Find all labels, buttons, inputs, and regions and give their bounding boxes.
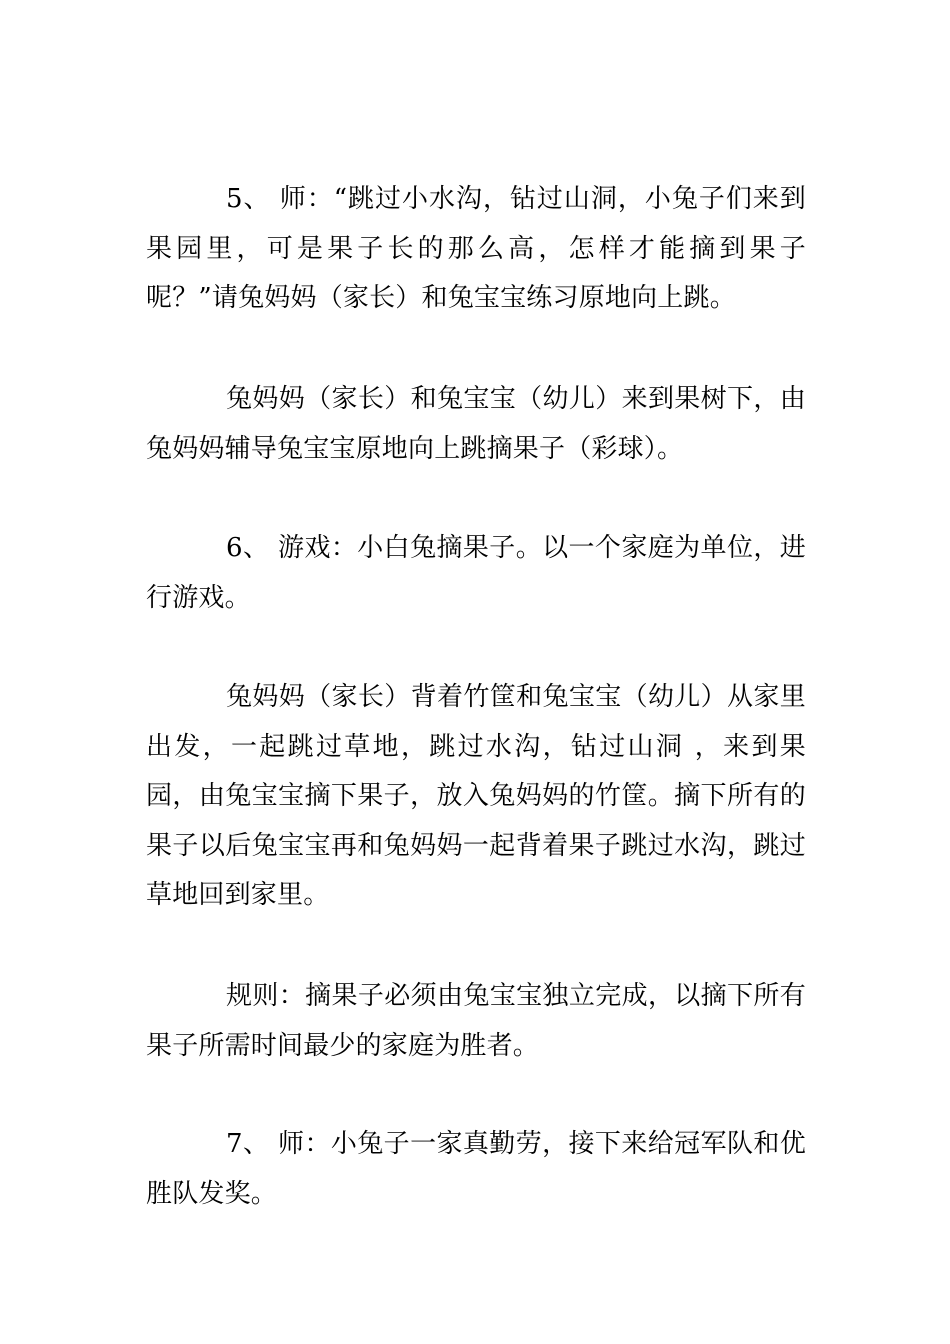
paragraph-step-5: 5、 师：“跳过小水沟，钻过山洞，小兔子们来到果园里，可是果子长的那么高，怎样才能摘到果子呢？”请兔妈妈（家长）和兔宝宝练习原地向上跳。 (146, 184, 806, 313)
paragraph-rules: 规则：摘果子必须由兔宝宝独立完成，以摘下所有果子所需时间最少的家庭为胜者。 (146, 981, 806, 1061)
paragraph-step-6: 6、 游戏：小白兔摘果子。以一个家庭为单位，进行游戏。 (146, 533, 806, 613)
paragraph-step-6-detail: 兔妈妈（家长）背着竹筐和兔宝宝（幼儿）从家里出发，一起跳过草地，跳过水沟，钻过山洞 ，来到果园，由兔宝宝摘下果子，放入兔妈妈的竹筐。摘下所有的果子以后兔宝宝再和兔妈妈一起背着果子跳过水沟，跳过草地回到家里。 (146, 682, 806, 910)
paragraph-step-5-detail: 兔妈妈（家长）和兔宝宝（幼儿）来到果树下，由兔妈妈辅导兔宝宝原地向上跳摘果子（彩球）。 (146, 384, 806, 464)
paragraph-step-7: 7、 师：小兔子一家真勤劳，接下来给冠军队和优胜队发奖。 (146, 1129, 806, 1209)
